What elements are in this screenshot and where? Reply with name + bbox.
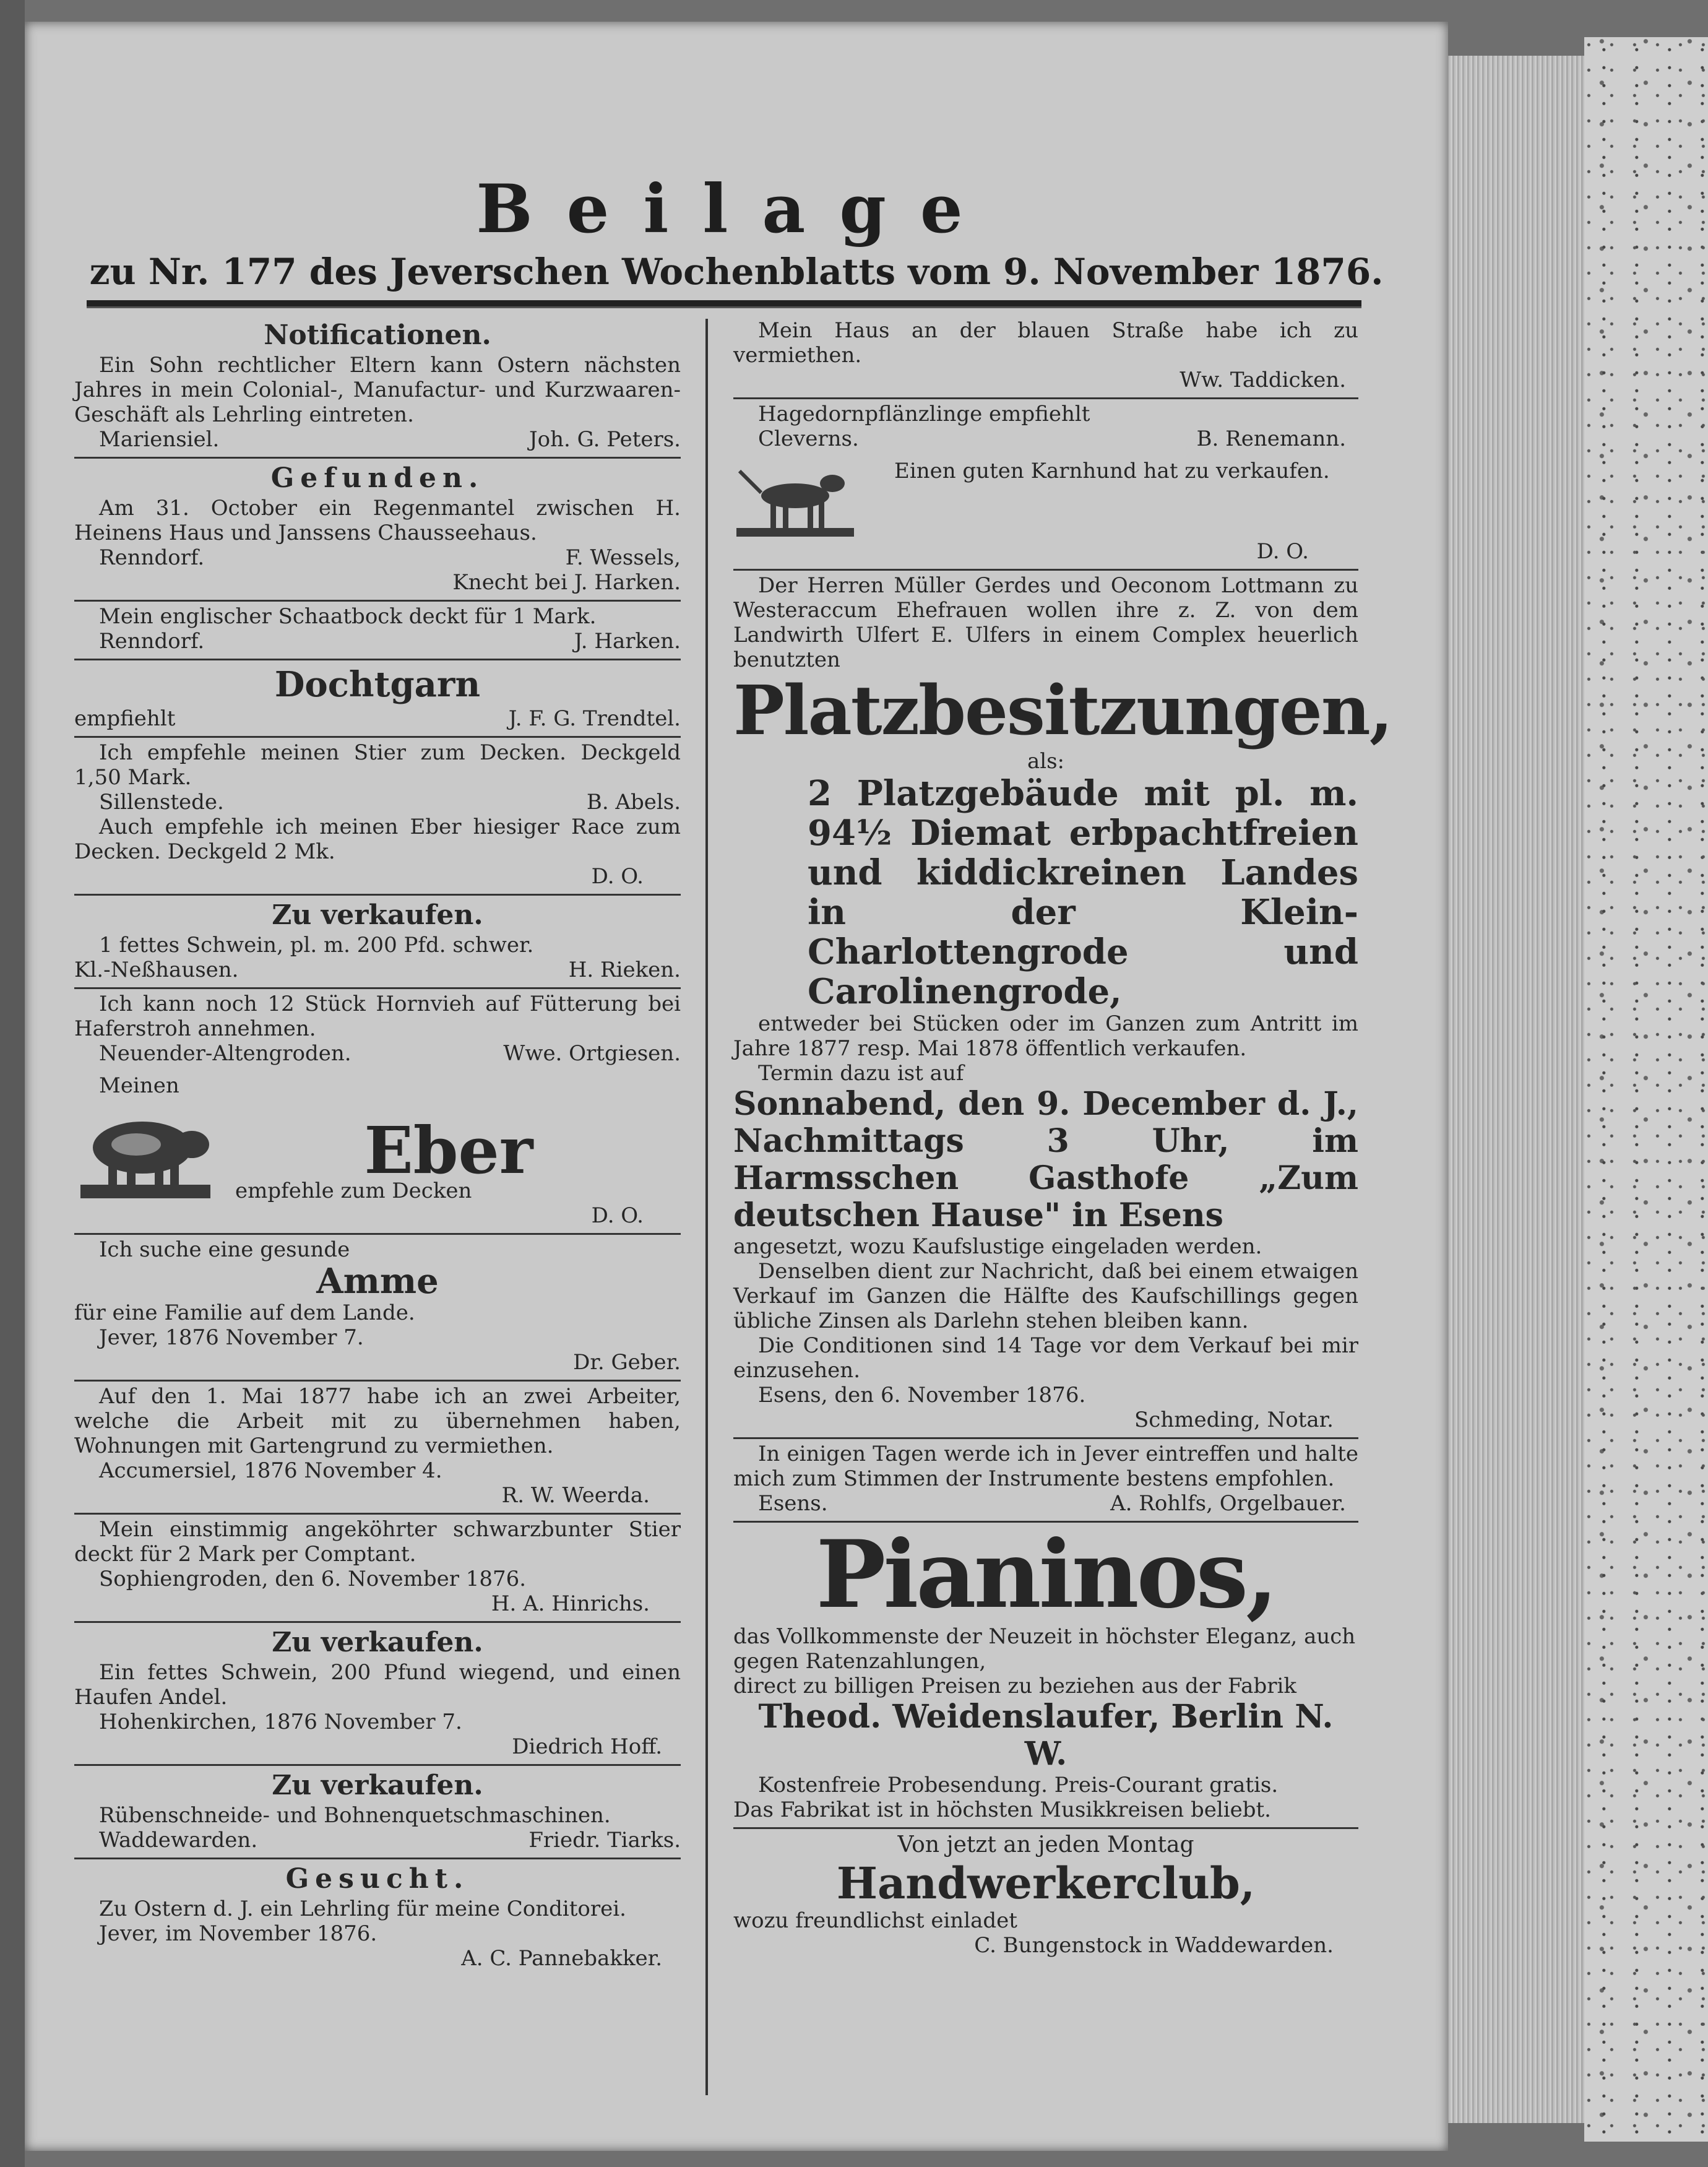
- ad-text: Am 31. October ein Regenmantel zwischen H. Heinens Haus und Janssens Chausseehaus.: [74, 496, 681, 545]
- ad-rohlfs: [733, 1439, 1358, 1523]
- ad-text: Ich kann noch 12 Stück Hornvieh auf Fütterung bei Haferstroh annehmen.: [74, 992, 681, 1041]
- ad-pianinos: [733, 1520, 1358, 1829]
- ad-place: Cleverns.: [758, 426, 859, 451]
- ad-gesucht: [74, 1859, 681, 1976]
- ad-place: Mariensiel.: [99, 427, 220, 452]
- ad-signature: J. Harken.: [574, 629, 681, 654]
- ad-text: Rübenschneide- und Bohnenquetschmaschinen.: [99, 1803, 611, 1828]
- ad-place: Kl.-Neßhausen.: [74, 958, 239, 982]
- ad-intro: Der Herren Müller Gerdes und Oeconom Lottmann zu Westeraccum Ehefrauen wollen ihre z. Z. von dem Landwirth Ulfert E. Ulfers in einem Complex heuerlich benutzten: [733, 573, 1358, 672]
- ad-text: Mein einstimmig angeköhrter schwarzbunter Stier deckt für 2 Mark per Comptant.: [74, 1517, 681, 1567]
- ad-text: Ein Sohn rechtlicher Eltern kann Ostern nächsten Jahres in mein Colonial-, Manufactur- und Kurzwaaren-Geschäft als Lehrling eintreten.: [74, 353, 681, 427]
- book-gutter: [0, 0, 25, 2167]
- ad-text: Mein Haus an der blauen Straße habe ich zu vermiethen.: [733, 318, 1358, 368]
- newspaper-page: [25, 22, 1448, 2151]
- ad-text: Auf den 1. Mai 1877 habe ich an zwei Arbeiter, welche die Arbeit mit zu übernehmen haben, Wohnungen mit Gartengrund zu vermiethen.: [74, 1384, 681, 1458]
- page-stack-edge: [1445, 56, 1587, 2123]
- ad-signature: D. O.: [1256, 539, 1309, 564]
- ad-heading: Dochtgarn: [274, 664, 481, 705]
- ad-heading: Zu verkaufen.: [272, 1770, 483, 1801]
- ad-dateline: Hohenkirchen, 1876 November 7.: [99, 1710, 462, 1734]
- ad-text: Mein englischer Schaatbock deckt für 1 Mark.: [99, 604, 597, 629]
- ad-signature: F. Wessels,: [565, 545, 681, 570]
- masthead-subtitle: zu Nr. 177 des Jeverschen Wochenblatts vom 9. November 1876.: [89, 251, 1384, 293]
- masthead-rule: [87, 300, 1361, 308]
- right-column: [733, 316, 1392, 1963]
- ad-text: 1 fettes Schwein, pl. m. 200 Pfd. schwer.: [99, 933, 534, 958]
- ad-text-4: Denselben dient zur Nachricht, daß bei einem etwaigen Verkauf im Ganzen die Hälfte des Kaufschillings gegen übliche Zinsen als Darlehn stehen bleiben kann.: [733, 1259, 1358, 1333]
- ad-intro: Von jetzt an jeden Montag: [897, 1832, 1194, 1858]
- ad-place: Renndorf.: [99, 629, 205, 654]
- ad-arbeiter: [74, 1382, 681, 1515]
- ad-heading: Zu verkaufen.: [272, 1627, 483, 1658]
- pig-woodcut-icon: [74, 1098, 217, 1203]
- ad-text-3: Kostenfreie Probesendung. Preis-Courant gratis.: [758, 1773, 1279, 1797]
- ad-text: entweder bei Stücken oder im Ganzen zum Antritt im Jahre 1877 resp. Mai 1878 öffentlich verkaufen.: [733, 1011, 1358, 1061]
- ad-text-3: angesetzt, wozu Kaufslustige eingeladen werden.: [733, 1234, 1262, 1259]
- ad-signature: Wwe. Ortgiesen.: [503, 1041, 681, 1066]
- ad-intro: Meinen: [99, 1073, 179, 1098]
- ad-signature: A. Rohlfs, Orgelbauer.: [1110, 1491, 1346, 1516]
- ad-text: Ich empfehle meinen Stier zum Decken. Deckgeld 1,50 Mark.: [74, 740, 681, 790]
- ad-label: empfiehlt: [74, 706, 176, 731]
- ad-dateline: Jever, im November 1876.: [99, 1921, 377, 1946]
- ad-signature: R. W. Weerda.: [501, 1483, 650, 1508]
- book-cover-edge: [1584, 37, 1708, 2142]
- ad-eber: [74, 1071, 681, 1235]
- ad-gefunden: [74, 459, 681, 602]
- ad-place: Waddewarden.: [99, 1828, 258, 1853]
- ad-signature: J. F. G. Trendtel.: [508, 706, 681, 731]
- ad-signature: Joh. G. Peters.: [529, 427, 681, 452]
- ad-platzbesitzungen: [733, 571, 1392, 1439]
- ad-place: Neuender-Altengroden.: [99, 1041, 352, 1066]
- ad-stier: [74, 738, 681, 896]
- ad-firm: Theod. Weidenslaufer, Berlin N. W.: [758, 1698, 1334, 1773]
- ad-zu-verkaufen-1: [74, 896, 681, 989]
- ad-signature: H. A. Hinrichs.: [491, 1591, 650, 1616]
- ad-signature: Dr. Geber.: [573, 1350, 681, 1375]
- ad-place: Sillenstede.: [99, 790, 224, 815]
- ad-text-5: Die Conditionen sind 14 Tage vor dem Verkauf bei mir einzusehen.: [733, 1333, 1358, 1383]
- ad-big-word: Amme: [316, 1261, 439, 1302]
- ad-text-2: Termin dazu ist auf: [758, 1061, 964, 1086]
- ad-schaatbock: [74, 602, 681, 660]
- ad-dateline: Accumersiel, 1876 November 4.: [99, 1458, 442, 1483]
- ad-text-2: direct zu billigen Preisen zu beziehen aus der Fabrik: [733, 1674, 1296, 1698]
- ad-heading: Gefunden.: [270, 462, 485, 494]
- ad-signature: Ww. Taddicken.: [1180, 368, 1346, 392]
- ad-heading: Gesucht.: [285, 1863, 470, 1895]
- ad-karnhund: [733, 456, 1358, 571]
- ad-detail: 2 Platzgebäude mit pl. m. 94½ Diemat erbpachtfreien und kiddickreinen Landes in der Klein-Charlottengrode und Carolinengrode,: [808, 773, 1358, 1012]
- ad-dochtgarn: [74, 660, 681, 738]
- ad-haus: [733, 316, 1358, 399]
- ad-big-word: Handwerkerclub,: [836, 1858, 1256, 1909]
- ad-text: wozu freundlichst einladet: [733, 1908, 1017, 1933]
- ad-text: empfehle zum Decken: [235, 1179, 472, 1203]
- ad-big-word: Eber: [364, 1112, 533, 1188]
- ad-signature: Diedrich Hoff.: [512, 1734, 662, 1759]
- ad-als: als:: [1027, 749, 1065, 774]
- ad-heading: Zu verkaufen.: [272, 899, 483, 931]
- ad-zu-verkaufen-2: [74, 1623, 681, 1766]
- ad-text-2: Auch empfehle ich meinen Eber hiesiger Race zum Decken. Deckgeld 2 Mk.: [74, 815, 681, 864]
- ad-text: Ein fettes Schwein, 200 Pfund wiegend, und einen Haufen Andel.: [74, 1660, 681, 1710]
- ad-signature: D. O.: [591, 1203, 644, 1228]
- ad-dateline: Esens, den 6. November 1876.: [758, 1383, 1086, 1408]
- ad-signature: Friedr. Tiarks.: [528, 1828, 681, 1853]
- ad-big-word: Pianinos,: [816, 1520, 1276, 1629]
- left-column: [74, 316, 681, 1976]
- ad-signature-2: D. O.: [591, 864, 644, 889]
- ad-zu-verkaufen-3: [74, 1766, 681, 1859]
- ad-big-word: Platzbesitzungen,: [733, 670, 1392, 750]
- ad-signature: B. Renemann.: [1196, 426, 1346, 451]
- ad-amme: [74, 1235, 681, 1382]
- ad-text: für eine Familie auf dem Lande.: [74, 1300, 415, 1325]
- ad-termin: Sonnabend, den 9. December d. J., Nachmittags 3 Uhr, im Harmsschen Gasthofe „Zum deutschen Hause" in Esens: [733, 1085, 1358, 1234]
- ad-place: Renndorf.: [99, 545, 205, 570]
- masthead-title: Beilage: [476, 170, 997, 248]
- ad-signature: Schmeding, Notar.: [1134, 1408, 1334, 1432]
- ad-dateline: Jever, 1876 November 7.: [99, 1325, 364, 1350]
- ad-signature: B. Abels.: [586, 790, 681, 815]
- ad-dateline: Sophiengroden, den 6. November 1876.: [99, 1567, 527, 1591]
- ad-text: In einigen Tagen werde ich in Jever eintreffen und halte mich zum Stimmen der Instrumente bestens empfohlen.: [733, 1442, 1358, 1491]
- dog-woodcut-icon: [733, 459, 857, 539]
- ad-intro: Ich suche eine gesunde: [99, 1237, 350, 1262]
- ad-stier-2: [74, 1515, 681, 1623]
- ad-heading: Notificationen.: [264, 319, 491, 351]
- ad-signature-line2: Knecht bei J. Harken.: [452, 570, 681, 595]
- ad-signature: A. C. Pannebakker.: [461, 1946, 662, 1971]
- ad-notificationen: [74, 316, 681, 459]
- ad-signature: H. Rieken.: [568, 958, 681, 982]
- ad-hornvieh: [74, 989, 681, 1071]
- ad-place: Esens.: [758, 1491, 828, 1516]
- ad-signature: C. Bungenstock in Waddewarden.: [974, 1933, 1334, 1958]
- ad-text-4: Das Fabrikat ist in höchsten Musikkreisen beliebt.: [733, 1797, 1271, 1822]
- ad-text: Hagedornpflänzlinge empfiehlt: [758, 402, 1090, 426]
- ad-text: Zu Ostern d. J. ein Lehrling für meine Conditorei.: [99, 1897, 626, 1921]
- ad-text: das Vollkommenste der Neuzeit in höchster Eleganz, auch gegen Ratenzahlungen,: [733, 1624, 1356, 1674]
- ad-handwerkerclub: [733, 1829, 1358, 1963]
- ad-text: Einen guten Karnhund hat zu verkaufen.: [894, 459, 1330, 483]
- column-divider: [705, 319, 708, 2095]
- ad-hagedorn: [733, 399, 1358, 456]
